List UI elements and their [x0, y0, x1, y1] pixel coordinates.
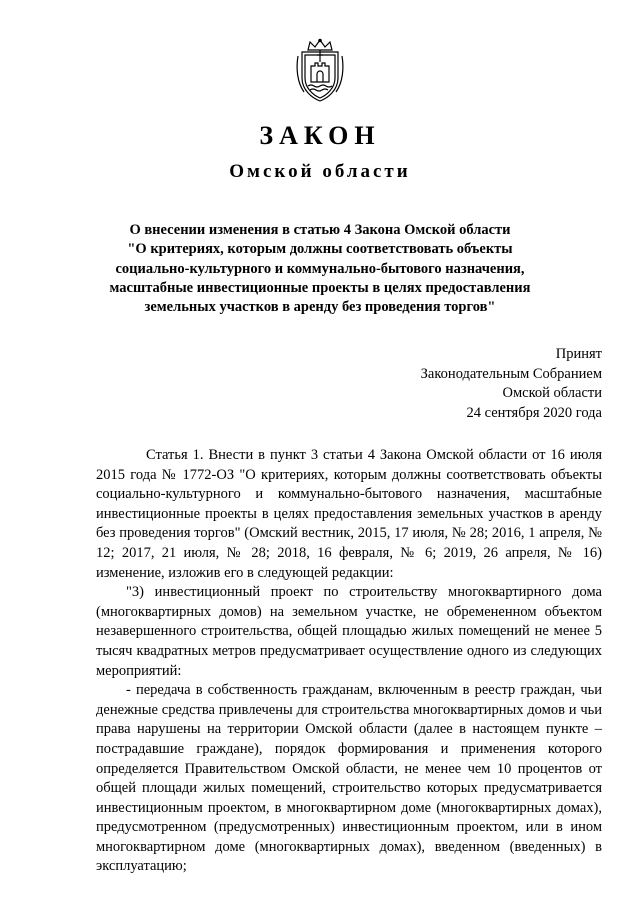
adopted-date: 24 сентября 2020 года	[466, 404, 602, 421]
list-item: - передача в собственность гражданам, включенным в реестр граждан, чьи денежные средства привлечены для строительства многоквартирных домов и чьи права нарушены на территории Омской области (далее в настоящем пункте – пострадавшие граждане), порядок формирования и применения которого определяется Правительством Омской области, не менее чем 10 процентов от общей площади жилых помещений, строительство которых предусматривается инвестиционным проектом, в многоквартирном доме (многоквартирных домах), предусмотренном (предусмотренных) инвестиционным проектом, или в ином многоквартирном доме (многоквартирных домах), введенном (введенных) в эксплуатацию;	[96, 682, 602, 875]
adopted-label: Принят	[555, 346, 602, 362]
law-heading	[90, 221, 550, 317]
heading-line: О внесении изменения в статью 4 Закона Омской области	[129, 222, 511, 238]
omsk-coat-of-arms-icon	[294, 38, 346, 104]
clause-3-paragraph: "3) инвестиционный проект по строительству многоквартирного дома (многоквартирных домов) на земельном участке, не обремененном объектом незавершенного строительства, общей площадью жилых помещений не менее 5 тысяч квадратных метров предусматривает осуществление одного из следующих мероприятий:	[96, 584, 602, 679]
adopted-region: Омской области	[502, 385, 602, 402]
document-subtitle: Омской области	[229, 161, 411, 182]
document-body	[96, 446, 602, 877]
adopted-by: Законодательным Собранием	[420, 365, 602, 382]
document-title: ЗАКОН	[259, 121, 381, 150]
article-1-paragraph: Статья 1. Внести в пункт 3 статьи 4 Закона Омской области от 16 июля 2015 года № 1772-ОЗ "О критериях, которым должны соответствовать объекты социально-культурного и коммунально-бытового назначения, масштабные инвестиционные проекты в целях предоставления земельных участков в аренду без проведения торгов" (Омский вестник, 2015, 17 июля, № 28; 2016, 1 апреля, № 12; 2017, 21 июля, № 28; 2018, 16 февраля, № 6; 2019, 26 апреля, № 16) изменение, изложив его в следующей редакции:	[96, 447, 602, 581]
adoption-block	[302, 345, 602, 423]
heading-law-name: "О критериях, которым должны соответствовать объекты социально-культурного и коммунально-бытового назначения, масштабные инвестиционные проекты в целях предоставления земельных участков в аренду без проведения торгов"	[109, 241, 531, 316]
